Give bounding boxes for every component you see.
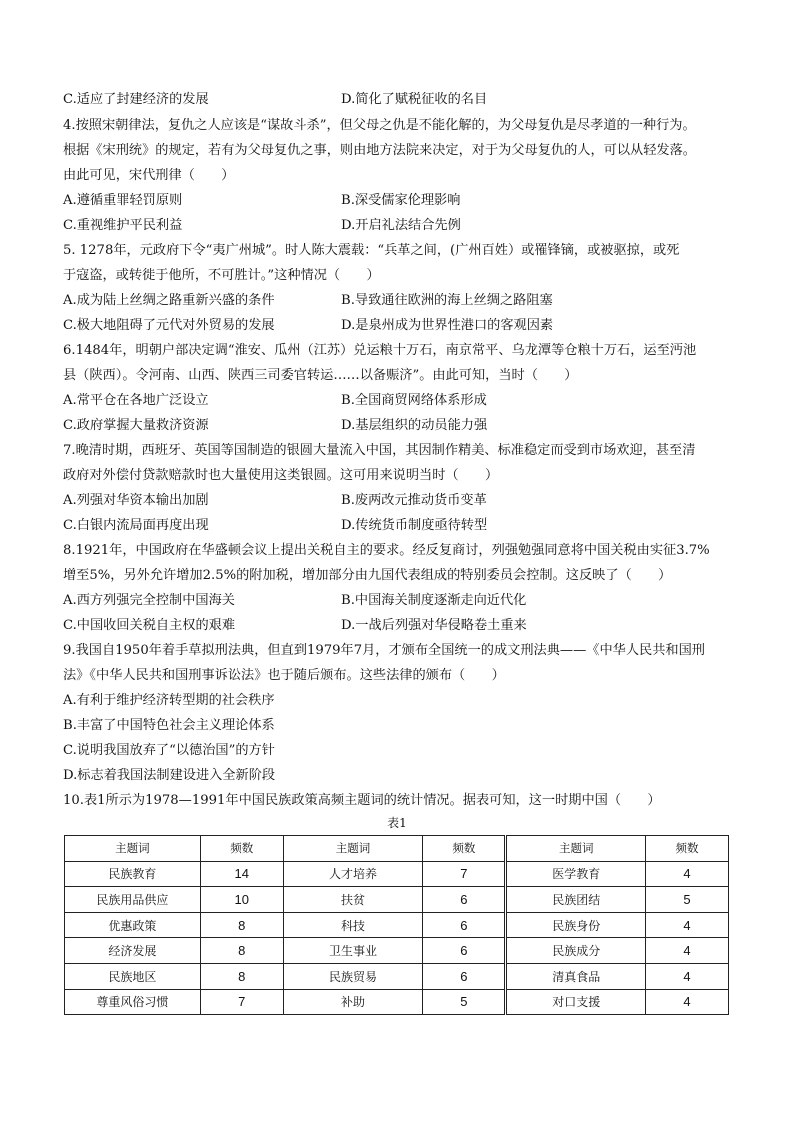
frequency-cell: 8 xyxy=(200,912,283,938)
header-frequency: 频数 xyxy=(646,836,729,862)
frequency-cell: 14 xyxy=(200,861,283,887)
q4-option-c: C.重视维护平民利益 xyxy=(63,218,183,233)
q9-option-c: C.说明我国放弃了“以德治国”的方针 xyxy=(63,743,275,758)
q9-stem-line-1: 9.我国自1950年着手草拟刑法典，但直到1979年7月，才颁布全国统一的成文刑法典——《中华人民共和国刑 xyxy=(63,643,705,658)
frequency-cell: 4 xyxy=(646,938,729,964)
q7-option-a: A.列强对华资本输出加剧 xyxy=(63,493,209,508)
frequency-cell: 8 xyxy=(200,938,283,964)
header-frequency: 频数 xyxy=(423,836,506,862)
keyword-cell: 对口支援 xyxy=(506,989,646,1015)
table-caption: 表1 xyxy=(387,816,407,830)
q5-option-a: A.成为陆上丝绸之路重新兴盛的条件 xyxy=(63,293,275,308)
frequency-cell: 7 xyxy=(200,989,283,1015)
q6-option-c: C.政府掌握大量救济资源 xyxy=(63,418,209,433)
table-header-row xyxy=(65,836,729,862)
header-keyword: 主题词 xyxy=(65,836,201,862)
table-row xyxy=(65,861,729,887)
frequency-cell: 7 xyxy=(423,861,506,887)
keyword-cell: 民族身份 xyxy=(506,912,646,938)
frequency-cell: 5 xyxy=(646,887,729,913)
table-row xyxy=(65,989,729,1015)
frequency-cell: 4 xyxy=(646,861,729,887)
q4-option-b: B.深受儒家伦理影响 xyxy=(341,193,461,208)
q8-option-d: D.一战后列强对华侵略卷土重来 xyxy=(341,618,527,633)
header-keyword: 主题词 xyxy=(506,836,646,862)
q4-stem-line-2: 根据《宋刑统》的规定，若有为父母复仇之事，则由地方法院来决定，对于为父母复仇的人，可以从轻发落。 xyxy=(63,143,696,158)
keyword-cell: 民族贸易 xyxy=(283,963,423,989)
q7-option-d: D.传统货币制度亟待转型 xyxy=(341,518,488,533)
q4-stem-line-3: 由此可见，宋代刑律（ ） xyxy=(63,168,235,183)
q4-stem-line-1: 4.按照宋朝律法，复仇之人应该是“谋故斗杀”，但父母之仇是不能化解的，为父母复仇是尽孝道的一种行为。 xyxy=(63,118,696,133)
keyword-cell: 尊重风俗习惯 xyxy=(65,989,201,1015)
q8-option-c: C.中国收回关税自主权的艰难 xyxy=(63,618,236,633)
q4-option-a: A.遵循重罪轻罚原则 xyxy=(63,193,183,208)
keyword-cell: 经济发展 xyxy=(65,938,201,964)
table-row xyxy=(65,938,729,964)
q7-option-c: C.白银内流局面再度出现 xyxy=(63,518,209,533)
q10-stem: 10.表1所示为1978—1991年中国民族政策高频主题词的统计情况。据表可知，这一时期中国（ ） xyxy=(63,793,661,808)
keyword-cell: 民族用品供应 xyxy=(65,887,201,913)
frequency-cell: 4 xyxy=(646,963,729,989)
header-keyword: 主题词 xyxy=(283,836,423,862)
q6-stem-line-1: 6.1484年，明朝户部决定调“淮安、瓜州（江苏）兑运粮十万石，南京常平、乌龙潭等仓粮十万石，运至沔池 xyxy=(63,343,697,358)
keyword-cell: 优惠政策 xyxy=(65,912,201,938)
keyword-cell: 民族成分 xyxy=(506,938,646,964)
q7-option-b: B.废两改元推动货币变革 xyxy=(341,493,487,508)
keyword-cell: 科技 xyxy=(283,912,423,938)
q7-stem-line-2: 政府对外偿付贷款赔款时也大量使用这类银圆。这可用来说明当时（ ） xyxy=(63,468,499,483)
q9-option-b: B.丰富了中国特色社会主义理论体系 xyxy=(63,718,275,733)
q6-stem-line-2: 县（陕西）。令河南、山西、陕西三司委官转运……以备赈济”。由此可知，当时（ ） xyxy=(63,368,578,383)
frequency-cell: 6 xyxy=(423,963,506,989)
q3-option-d: D.简化了赋税征收的名目 xyxy=(341,92,488,107)
q6-option-b: B.全国商贸网络体系形成 xyxy=(341,393,487,408)
frequency-cell: 5 xyxy=(423,989,506,1015)
q8-stem-line-1: 8.1921年，中国政府在华盛顿会议上提出关税自主的要求。经反复商讨，列强勉强同意将中国关税由实征3.7% xyxy=(63,543,710,558)
q3-option-c: C.适应了封建经济的发展 xyxy=(63,92,209,107)
q4-option-d: D.开启礼法结合先例 xyxy=(341,218,461,233)
frequency-cell: 10 xyxy=(200,887,283,913)
q6-option-a: A.常平仓在各地广泛设立 xyxy=(63,393,209,408)
keyword-cell: 补助 xyxy=(283,989,423,1015)
table-row xyxy=(65,963,729,989)
q9-stem-line-2: 法》《中华人民共和国刑事诉讼法》也于随后颁布。这些法律的颁布（ ） xyxy=(63,668,505,683)
q7-stem-line-1: 7.晚清时期，西班牙、英国等国制造的银圆大量流入中国，其因制作精美、标准稳定而受到市场欢迎，甚至清 xyxy=(63,443,696,458)
q5-stem-line-1: 5. 1278年，元政府下令“夷广州城”。时人陈大震载：“兵革之间，(广州百姓）或罹锋镝，或被驱掠，或死 xyxy=(63,243,680,258)
keyword-cell: 人才培养 xyxy=(283,861,423,887)
keyword-cell: 卫生事业 xyxy=(283,938,423,964)
header-frequency: 频数 xyxy=(200,836,283,862)
frequency-cell: 6 xyxy=(423,887,506,913)
q5-stem-line-2: 于寇盗，或转徙于他所，不可胜计。”这种情况（ ） xyxy=(63,268,380,283)
frequency-cell: 8 xyxy=(200,963,283,989)
q9-option-d: D.标志着我国法制建设进入全新阶段 xyxy=(63,768,276,783)
q6-option-d: D.基层组织的动员能力强 xyxy=(341,418,488,433)
table-row xyxy=(65,912,729,938)
q5-option-d: D.是泉州成为世界性港口的客观因素 xyxy=(341,318,554,333)
q8-option-a: A.西方列强完全控制中国海关 xyxy=(63,593,235,608)
q5-option-c: C.极大地阻碍了元代对外贸易的发展 xyxy=(63,318,275,333)
keyword-cell: 清真食品 xyxy=(506,963,646,989)
q8-option-b: B.中国海关制度逐渐走向近代化 xyxy=(341,593,527,608)
keyword-cell: 民族教育 xyxy=(65,861,201,887)
q8-stem-line-2: 增至5%，另外允许增加2.5%的附加税，增加部分由九国代表组成的特别委员会控制。这反映了（ ） xyxy=(63,568,672,583)
q9-option-a: A.有利于维护经济转型期的社会秩序 xyxy=(63,693,275,708)
frequency-cell: 6 xyxy=(423,912,506,938)
table-row xyxy=(65,887,729,913)
frequency-cell: 4 xyxy=(646,912,729,938)
keyword-cell: 扶贫 xyxy=(283,887,423,913)
keyword-cell: 民族地区 xyxy=(65,963,201,989)
frequency-cell: 6 xyxy=(423,938,506,964)
keyword-cell: 民族团结 xyxy=(506,887,646,913)
frequency-cell: 4 xyxy=(646,989,729,1015)
keyword-frequency-table xyxy=(64,835,729,1015)
keyword-cell: 医学教育 xyxy=(506,861,646,887)
q5-option-b: B.导致通往欧洲的海上丝绸之路阻塞 xyxy=(341,293,553,308)
